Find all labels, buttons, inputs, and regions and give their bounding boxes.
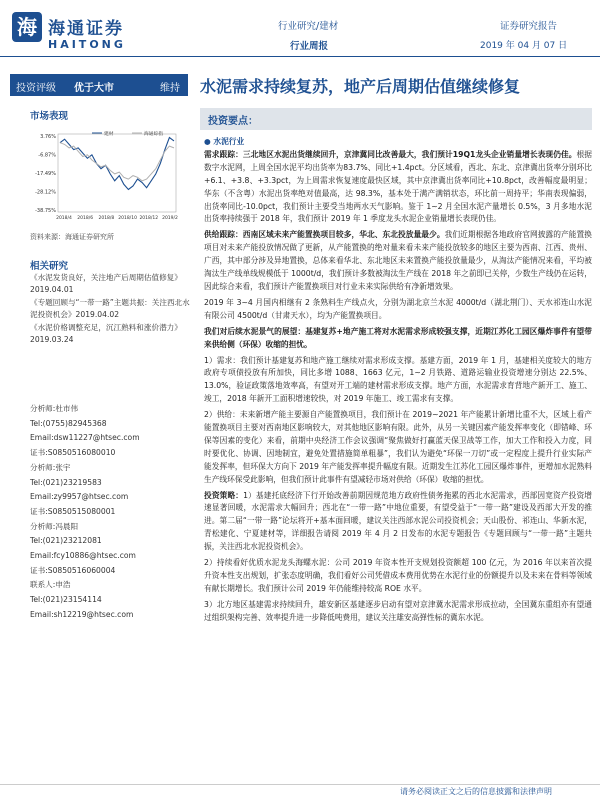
legend-label: 海通综指 — [144, 132, 164, 137]
analyst-email[interactable]: Email:fcy10886@htsec.com — [30, 551, 136, 561]
x-tick-label: 2018/6 — [77, 216, 94, 221]
analyst-card — [30, 461, 190, 520]
analyst-email[interactable]: Email:zy9957@htsec.com — [30, 492, 129, 502]
paragraph-outlook: 我们对后续水泥景气的展望：基建复苏+地产施工将对水泥需求形成较强支撑，近期江苏化工园区爆炸事件有望带来供给侧（环保）收缩的担忧。 — [204, 326, 592, 349]
demand-lead: 需求跟踪：三北地区水泥出货继续回升，京津冀同比改善最大，我们预计19Q1龙头企业销量增长表现仍佳。 — [204, 149, 577, 159]
series-line-0 — [60, 138, 174, 190]
company-logo — [12, 8, 152, 58]
rating-value: 优于大市 — [74, 83, 114, 94]
y-tick-label: -28.12% — [35, 189, 56, 196]
related-research-list — [30, 272, 190, 347]
analyst-name: 分析师:冯晨阳 — [30, 521, 79, 531]
section-heading-text: 水泥行业 — [213, 137, 245, 146]
related-item[interactable]: 《水泥发货良好，关注地产后周期估值修复》2019.04.01 — [30, 273, 182, 294]
analyst-cert: 证书:S0850516060004 — [30, 565, 116, 575]
market-performance-chart — [30, 128, 180, 228]
section-heading: ● 水泥行业 — [204, 137, 245, 146]
report-date: 2019 年 04 月 07 日 — [480, 41, 568, 51]
paragraph-supply — [204, 229, 592, 294]
related-item[interactable]: 《专题回顾与“一带一路”主题共振：关注西北水泥投资机会》2019.04.02 — [30, 298, 190, 319]
analyst-card — [30, 578, 190, 622]
rating-status: 维持 — [160, 83, 180, 94]
disclaimer-footer: 请务必阅读正文之后的信息披露和法律声明 — [400, 787, 552, 796]
analyst-tel: Tel:(0755)82945368 — [30, 418, 107, 428]
header-divider — [0, 56, 600, 57]
x-tick-label: 2018/12 — [139, 216, 159, 221]
analyst-name: 分析师:杜市伟 — [30, 404, 79, 413]
paragraph-north: 3）北方地区基建需求持续回升，雄安新区基建逐步启动有望对京津冀水泥需求形成拉动，全国冀东重组亦有望通过组织架构完善、效率提升进一步降低吨费用，建议关注雄安高弹性标的冀东水泥。 — [204, 599, 592, 622]
analyst-tel: Tel:(021)23154114 — [30, 595, 102, 605]
strategy-lead: 投资策略： — [204, 490, 244, 500]
analyst-tel: Tel:(021)23219583 — [30, 477, 102, 487]
analyst-card — [30, 402, 190, 461]
supply-text: 我们近期根据各地政府官网披露的产能置换项目对未来产能投放情况做了更新，从产能置换的绝对量来看未来产能投放较多的地区主要为西南、江西、贵州、广西，其中部分涉及异地置换，总体来看华北、东北地区未来置换产能投放量最少，从淘汰产能情况来看，平均被淘汰生产线单线规模低于 1000t/d，我们预计多数被淘汰生产线在 2018 年之前即已关停，少数生产线仍在运转，因此综合来看，我们预计产能置换项目对行业未来实际供给有净新增效果。 — [204, 230, 592, 291]
x-tick-label: 2018/4 — [56, 216, 72, 221]
supply-lead: 供给跟踪：西南区域未来产能置换项目较多，华北、东北投放量最少。 — [204, 230, 445, 240]
market-performance-title: 市场表现 — [30, 111, 69, 122]
logo-mark-icon: 海 — [12, 12, 42, 42]
rating-label: 投资评级 — [16, 83, 56, 94]
analyst-card — [30, 520, 190, 579]
analyst-email[interactable]: Email:dsw11227@htsec.com — [30, 433, 140, 443]
rating-bar — [10, 74, 188, 96]
paragraph-conch: 2）持续看好优质水泥龙头海螺水泥：公司 2019 年资本性开支规划投资额超 100 亿元，为 2016 年以来首次提升资本性支出规划，扩张态度明确，我们看好公司凭借成本费用优势在水泥行业的份额提升以及未来在骨料等领域有献长期增长。我们预计公司 2019 年仍能维持较高 ROE 水平。 — [204, 558, 592, 593]
paragraph-clinker: 2019 年 3~4 月国内相继有 2 条熟料生产线点火，分别为湖北京兰水泥 4000t/d（湖北荆门）、天水祁连山水泥有限公司 4500t/d（甘肃天水），均为产能置换项目。 — [204, 297, 592, 320]
report-title: 水泥需求持续复苏，地产后周期估值继续修复 — [200, 77, 521, 96]
x-tick-label: 2019/2 — [162, 216, 178, 221]
x-tick-label: 2018/10 — [118, 216, 137, 221]
key-points-title: 投资要点： — [208, 116, 258, 127]
chart-source: 资料来源：海通证券研究所 — [30, 233, 114, 241]
key-points-header — [200, 108, 592, 130]
analyst-name: 分析师:张宇 — [30, 462, 71, 472]
analyst-name: 联系人:申浩 — [30, 580, 71, 590]
y-tick-label: 3.76% — [40, 134, 56, 141]
analyst-list — [30, 402, 190, 623]
footer-divider — [0, 784, 600, 785]
related-research-title: 相关研究 — [30, 261, 69, 272]
report-category: 行业研究/建材 — [278, 21, 339, 32]
x-tick-label: 2018/8 — [98, 216, 115, 221]
analyst-cert: 证书:S0850515080001 — [30, 506, 116, 516]
related-item[interactable]: 《水泥价格调整充足，沉江熟料和涨价潜力》2019.03.24 — [30, 323, 182, 344]
paragraph-strategy — [204, 490, 592, 555]
strategy-text: 1）基建托底经济下行开始改善前期因规范地方政府性债务拖累的西北水泥需求，西部因宽资产投资增速显著回暖，水泥需求大幅回升；西北在“一带一路”中地位重要，有望受益于“一带一路”建设及西部大开发的推进。第二届“一带一路”论坛将开+基本面回暖，建议关注西部水泥公司投资机会；天山股份、祁连山、华新水泥，青松建化、宁夏建材等，详细报告请阅 2019 年 4 月 2 日发布的水泥专题报告《专题回顾与“一带一路”主题共振，关注西北水泥投资机会》。 — [204, 490, 592, 552]
legend-label: 建材 — [104, 132, 114, 137]
y-tick-label: -17.49% — [35, 170, 56, 177]
paragraph-supply-detail: 2）供给：未来新增产能主要源自产能置换项目，我们预计在 2019~2021 年产能累计新增比重不大，区域上看产能置换项目主要对西南地区影响较大，对其他地区影响有限。此外，从另一关键因素产能发挥率变化（即错峰、环保等因素的变化）来看，前期中央经济工作会议强调“聚焦做好打赢蓝天保卫战等工作，加大工作和投入力度，同时要优化、协调、因地制宜，避免处置措施简单粗暴”，我们认为避免“环保一刀切”或一定程度上提升行业实际产能发挥率，但环保大方向下 2019 年产能发挥率提升幅度有限。近期发生江苏化工园区爆炸事件，更增加水泥熟料生产线环保受此影响，但我们预计此事件有望减轻市场对供给（环保）收缩的担忧。 — [204, 410, 592, 484]
logo-text-cn: 海通证券 — [48, 19, 124, 39]
analyst-tel: Tel:(021)23212081 — [30, 536, 102, 546]
analyst-cert: 证书:S0850516080010 — [30, 448, 116, 458]
analyst-email[interactable]: Email:sh12219@htsec.com — [30, 609, 134, 619]
key-points-body — [204, 136, 592, 625]
paragraph-need: 1）需求：我们预计基建复苏和地产施工继续对需求形成支撑。基建方面，2019 年 1 月，基建相关度较大的地方政府专项债投放有所加快，同比多增 1088、1663 亿元，1~2 月铁路、道路运输业投资增速分别达 22.5%、13.0%，验证政策落地效率高，有望对开工端的建材需求形成支撑。地产方面，水泥需求育背地产新开工、施工、竣工，2018 年新开工面积增速较快，对 2019 年施工、竣工需求有支撑。 — [204, 355, 592, 404]
report-type: 证券研究报告 — [500, 21, 558, 32]
paragraph-demand — [204, 149, 592, 226]
logo-text-en: HAITONG — [48, 38, 126, 51]
y-tick-label: -38.75% — [35, 207, 56, 214]
report-subcategory: 行业周报 — [290, 41, 329, 52]
demand-text: 根据数字水泥网，上周全国水泥平均出货率为83.7%、同比+1.4pct。分区域看，西北、东北、京津冀出货率分别环比+6.1、+3.8、+3.3pct，为上周需求恢复速度最快区域，其中京津冀出货率同比+10.8pct，改善幅度最明显；华东（不含粤）水泥出货率绝对值最高，达 98.3%，基本处于满产满销状态，环比前一周持平；华南表现偏弱，出货率同比-10.0pct，我们预计主要受当地两水天气影响。鉴于 1~2 月全国水泥产量增长 0.5%，3 月多地水泥出货率持续强于 2018 年，我们预计 2019 年 1 季度龙头水泥企业销量增长表现仍佳。 — [204, 149, 592, 224]
y-tick-label: -6.87% — [38, 152, 56, 159]
